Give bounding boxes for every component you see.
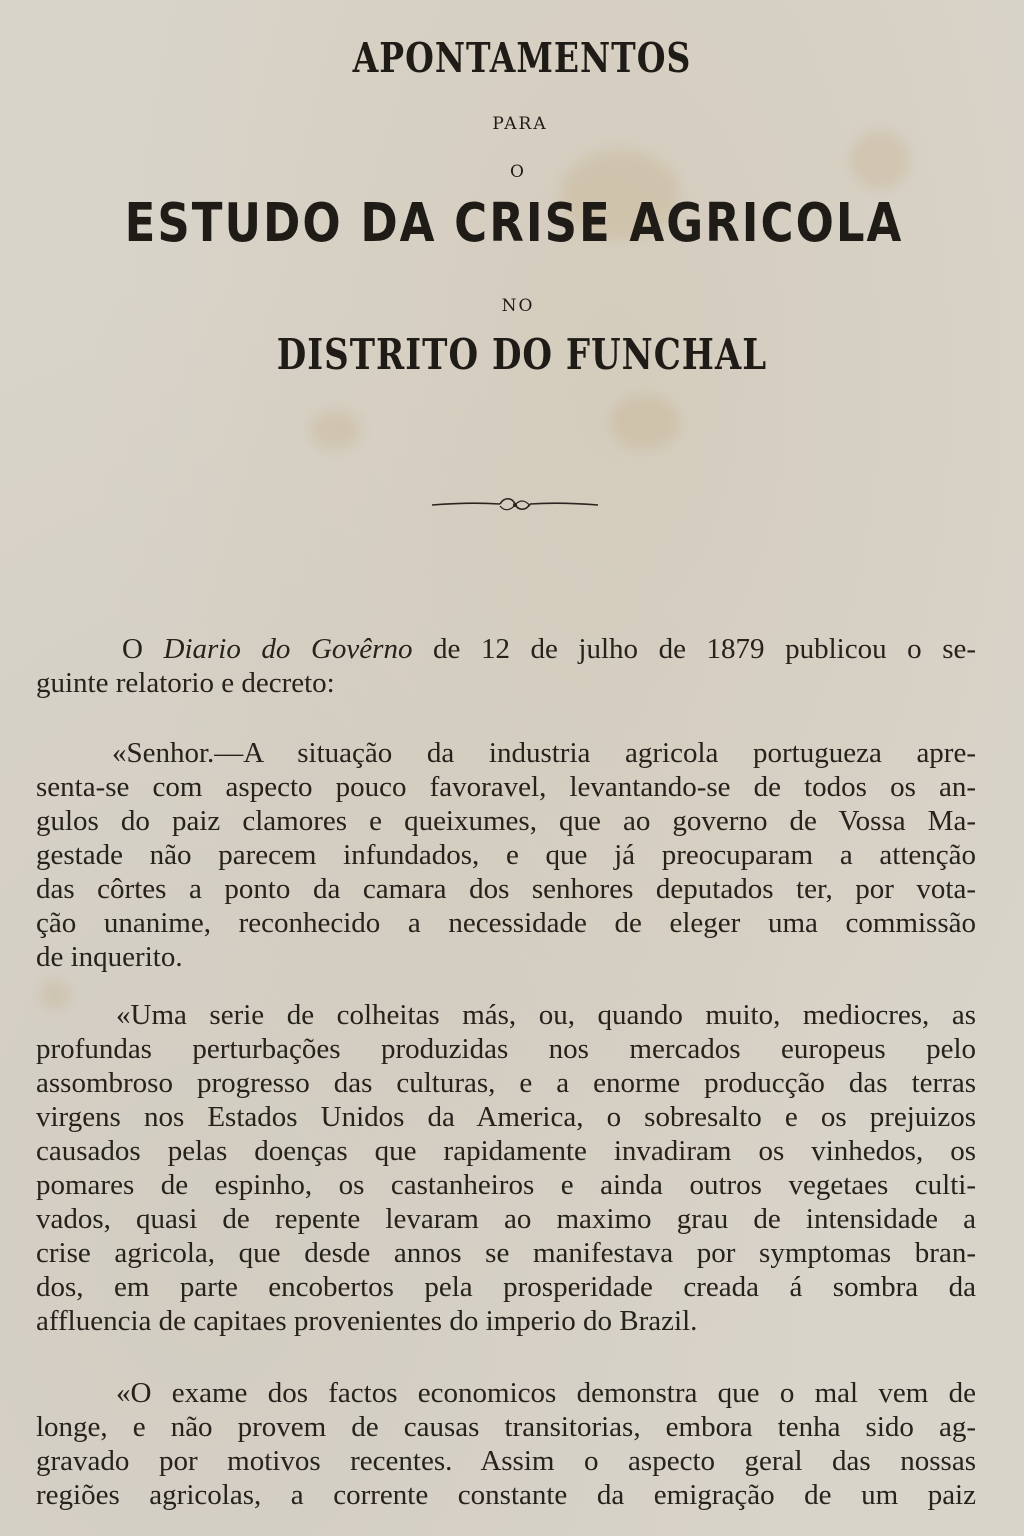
paragraph-line: gestade não parecem infundados, e que já preocuparam a attenção xyxy=(36,839,976,871)
intro-line-2: guinte relatorio e decreto: xyxy=(36,667,335,699)
intro-paragraph xyxy=(36,632,976,700)
paragraph-line: «Uma serie de colheitas más, ou, quando muito, mediocres, as xyxy=(116,999,976,1031)
title-o: O xyxy=(510,162,526,182)
ornament-divider xyxy=(430,495,600,515)
paragraph-line: regiões agricolas, a corrente constante da emigração de um paiz xyxy=(36,1479,976,1511)
paragraph-line: dos, em parte encobertos pela prosperidade creada á sombra da xyxy=(36,1271,976,1303)
paragraph-line: ção unanime, reconhecido a necessidade de eleger uma commissão xyxy=(36,907,976,939)
paragraph-line: profundas perturbações produzidas nos mercados europeus pelo xyxy=(36,1033,976,1065)
paper-stain xyxy=(610,395,680,450)
paragraph-line: causados pelas doenças que rapidamente invadiram os vinhedos, os xyxy=(36,1135,976,1167)
paragraph-line: crise agricola, que desde annos se manifestava por symptomas bran- xyxy=(36,1237,976,1269)
paragraph-3 xyxy=(36,1376,976,1512)
paragraph-line: gravado por motivos recentes. Assim o aspecto geral das nossas xyxy=(36,1445,976,1477)
bleed-through-text xyxy=(40,0,1024,31)
paper-stain xyxy=(310,410,360,450)
title-estudo: ESTUDO DA CRISE AGRICOLA xyxy=(124,191,904,254)
intro-after: de 12 de julho de 1879 publicou o se- xyxy=(433,633,977,665)
title-no: NO xyxy=(501,296,535,316)
paragraph-line: senta-se com aspecto pouco favoravel, levantando-se de todos os an- xyxy=(36,771,976,803)
paragraph-line: das côrtes a ponto da camara dos senhores deputados ter, por vota- xyxy=(36,873,976,905)
paragraph-line: longe, e não provem de causas transitorias, embora tenha sido ag- xyxy=(36,1411,976,1443)
paragraph-line: «Senhor.—A situação da industria agricola portugueza apre- xyxy=(112,737,976,769)
paragraph-line: «O exame dos factos economicos demonstra que o mal vem de xyxy=(116,1377,976,1409)
paragraph-1 xyxy=(36,736,976,974)
paragraph-line: vados, quasi de repente levaram ao maximo grau de intensidade a xyxy=(36,1203,976,1235)
title-para: PARA xyxy=(492,114,548,134)
title-distrito: DISTRITO DO FUNCHAL xyxy=(276,330,768,380)
intro-line-1 xyxy=(36,632,976,666)
paragraph-line: affluencia de capitaes provenientes do imperio do Brazil. xyxy=(36,1305,698,1337)
title-apontamentos: APONTAMENTOS xyxy=(352,33,692,82)
paragraph-line: virgens nos Estados Unidos da America, o sobresalto e os prejuizos xyxy=(36,1101,976,1133)
paragraph-line: pomares de espinho, os castanheiros e ainda outros vegetaes culti- xyxy=(36,1169,976,1201)
intro-before: O xyxy=(122,633,143,665)
intro-source: Diario do Govêrno xyxy=(163,633,413,665)
paragraph-line: de inquerito. xyxy=(36,941,183,973)
paragraph-2 xyxy=(36,998,976,1338)
paragraph-line: assombroso progresso das culturas, e a enorme producção das terras xyxy=(36,1067,976,1099)
paragraph-line: gulos do paiz clamores e queixumes, que ao governo de Vossa Ma- xyxy=(36,805,976,837)
